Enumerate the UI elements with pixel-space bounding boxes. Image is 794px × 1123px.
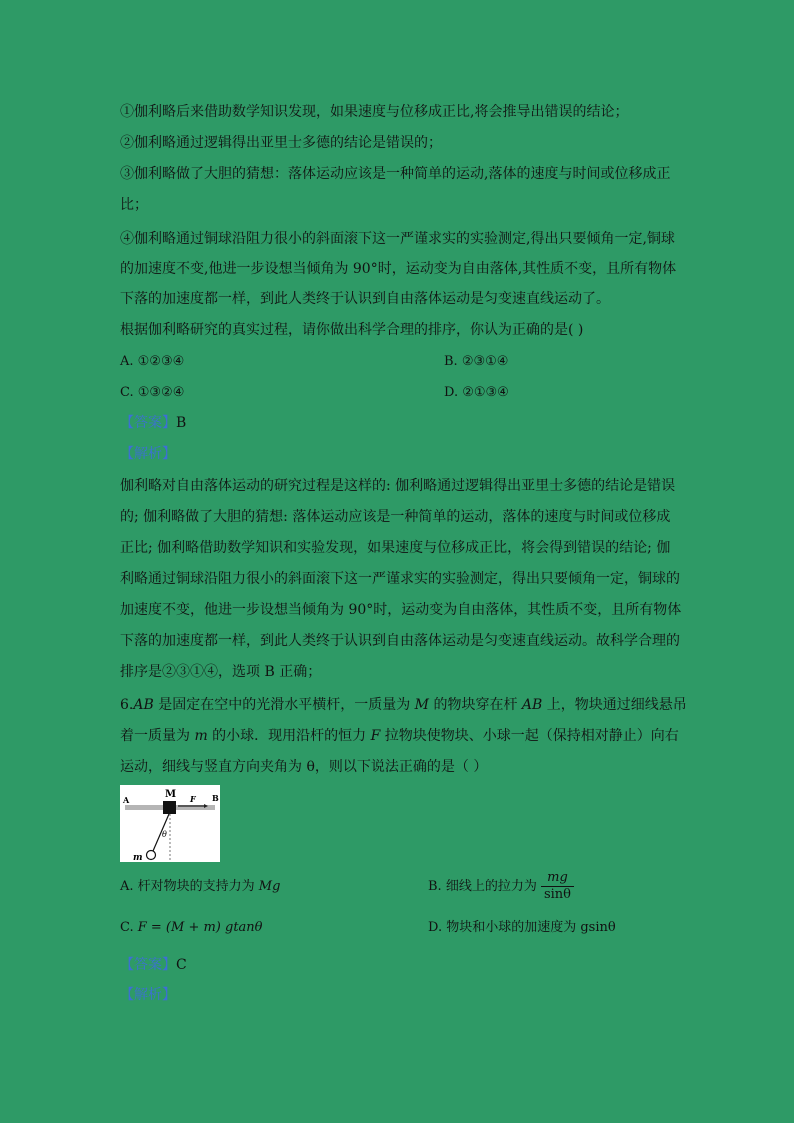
q5-option-a: A. ①②③④ [120, 354, 185, 369]
label-a: A [123, 795, 130, 805]
ball [147, 851, 156, 860]
analysis-line: 排序是②③①④，选项 B 正确； [120, 664, 322, 680]
answer-1 [120, 413, 186, 433]
q5-option-c: C. ①③②④ [120, 385, 185, 400]
answer-2 [120, 955, 187, 975]
question-5-prompt: 根据伽利略研究的真实过程，请你做出科学合理的排序，你认为正确的是( ) [120, 322, 584, 338]
block-m [163, 801, 176, 814]
statement-2: ②伽利略通过逻辑得出亚里士多德的结论是错误的； [120, 135, 442, 151]
answer-tag: 【答案】 [120, 415, 176, 431]
label-theta: θ [162, 830, 167, 839]
label-b: B [212, 793, 219, 803]
q6-option-a: A. 杆对物块的支持力为 Mg [120, 879, 281, 894]
question-6-line-3: 运动，细线与竖直方向夹角为 θ，则以下说法正确的是（ ） [120, 759, 488, 775]
answer-value: C [176, 957, 187, 973]
analysis-line: 利略通过铜球沿阻力很小的斜面滚下这一严谨求实的实验测定，得出只要倾角一定，铜球的 [120, 571, 680, 587]
analysis-line: 的; 伽利略做了大胆的猜想: 落体运动应该是一种简单的运动，落体的速度与时间或位移成 [120, 509, 671, 525]
label-force: F [190, 794, 196, 804]
q5-option-d: D. ②①③④ [444, 385, 509, 400]
q5-option-b: B. ②③①④ [444, 354, 509, 369]
statement-4-cont-2: 下落的加速度都一样，到此人类终于认识到自由落体运动是匀变速直线运动了。 [120, 291, 610, 307]
fraction-tension: $\frac{mg}{\sin\theta}$ [541, 870, 574, 903]
statement-3: ③伽利略做了大胆的猜想：落体运动应该是一种简单的运动,落体的速度与时间或位移成正 [120, 166, 671, 182]
label-mass-m-lower: m [133, 853, 143, 862]
statement-4-cont-1: 的加速度不变,他进一步设想当倾角为 90°时，运动变为自由落体,其性质不变，且所有物体 [120, 261, 677, 277]
statement-1: ①伽利略后来借助数学知识发现，如果速度与位移成正比,将会推导出错误的结论； [120, 104, 629, 120]
analysis-tag-2: 【解析】 [120, 987, 176, 1003]
question-6-line-2: 着一质量为 m 的小球．现用沿杆的恒力 F 拉物块使物块、小球一起（保持相对静止）向右 [120, 728, 679, 744]
q6-option-d: D. 物块和小球的加速度为 gsinθ [428, 920, 616, 935]
analysis-line: 伽利略对自由落体运动的研究过程是这样的: 伽利略通过逻辑得出亚里士多德的结论是错误 [120, 478, 676, 494]
analysis-line: 下落的加速度都一样，到此人类终于认识到自由落体运动是匀变速直线运动。故科学合理的 [120, 633, 680, 649]
q6-option-b: B. 细线上的拉力为 $\frac{mg}{\sin\theta}$ [428, 869, 574, 905]
statement-4: ④伽利略通过铜球沿阻力很小的斜面滚下这一严谨求实的实验测定,得出只要倾角一定,铜球 [120, 231, 675, 247]
analysis-line: 正比; 伽利略借助数学知识和实验发现，如果速度与位移成正比，将会得到错误的结论; 伽 [120, 540, 671, 556]
statement-3-cont: 比； [120, 197, 148, 213]
analysis-tag-1: 【解析】 [120, 446, 176, 462]
pendulum-figure [120, 785, 220, 862]
q6-option-c: C. F = (M + m) gtanθ [120, 920, 263, 935]
answer-value: B [176, 415, 187, 431]
answer-tag: 【答案】 [120, 957, 176, 973]
question-6-line-1: 6.AB 是固定在空中的光滑水平横杆，一质量为 M 的物块穿在杆 AB 上，物块通过细线悬吊 [120, 697, 687, 713]
pendulum-diagram [120, 785, 220, 862]
analysis-line: 加速度不变，他进一步设想当倾角为 90°时，运动变为自由落体，其性质不变，且所有物体 [120, 602, 682, 618]
label-mass-m-upper: M [165, 789, 177, 800]
